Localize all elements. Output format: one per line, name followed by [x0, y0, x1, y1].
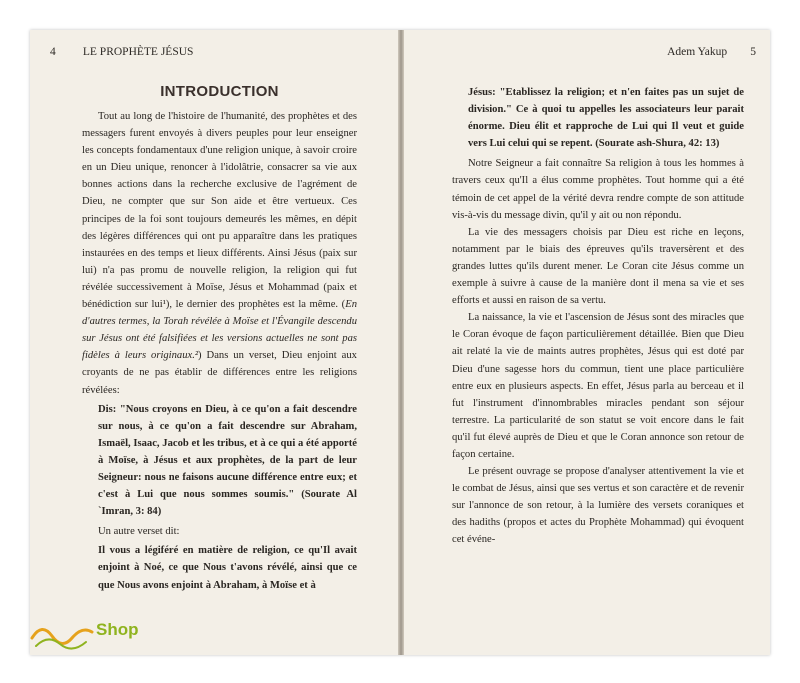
left-page-body [82, 108, 357, 597]
paragraph: Tout au long de l'histoire de l'humanité, des prophètes et des messagers furent envoyés à divers peuples pour leur enseigner les concepts fondamentaux d'une religion unique, à savoir croire en un Dieu unique, renoncer à l'idolâtrie, consacrer sa vie aux bonnes actions dans la recherche exclusive de l'agrément de Dieu, ne compter que sur Son aide et être vertueux. Ces principes de la foi sont toujours demeurés les mêmes, en dépit des légères différences qui ont pu apparaître dans les pratiques instaurées en des temps et lieux différents. Ainsi Jésus (paix sur lui) n'a pas promu de nouvelle religion, la religion qui fut révélée successivement à Moïse, Jésus et Mohammad (paix et bénédiction sur lui¹), le dernier des prophètes est la même. (En d'autres termes, la Torah révélée à Moïse et l'Évangile descendu sur Jésus ont été falsifiées et les versions actuelles ne sont pas fidèles à leurs originaux.²) Dans un verset, Dieu enjoint aux croyants de ne pas établir de différences entre les religions révélées: [82, 111, 357, 396]
right-running-title: Adem Yakup [667, 46, 728, 58]
chapter-heading: INTRODUCTION [160, 83, 279, 100]
right-page-body [452, 82, 744, 549]
paragraph-text: Tout au long de l'histoire de l'humanité, des prophètes et des messagers furent envoyés à divers peuples pour leur enseigner les concepts fondamentaux d'une religion unique, à savoir croire en un Dieu unique, renoncer à l'idolâtrie, consacrer sa vie aux bonnes actions dans la recherche exclusive de l'agrément de Dieu, ne compter que sur Son aide et être vertueux. Ces principes de la foi sont toujours demeurés les mêmes, en dépit des légères différences qui ont pu apparaître dans les pratiques instaurées en des temps et lieux différents. Ainsi Jésus (paix sur lui) n'a pas promu de nouvelle religion, la religion qui fut révélée successivement à Moïse, Jésus et Mohammad (paix et bénédiction sur lui¹), le dernier des prophètes est la même. [82, 111, 357, 311]
paragraph: Notre Seigneur a fait connaître Sa religion à tous les hommes à travers ceux qu'Il a élus comme prophètes. Tout homme qui a été témoin de cet appel de la vérité devra rendre compte de son attitude vis-à-vis du message divin, qu'il y ait ou non répondu. [452, 158, 744, 221]
paragraph: Un autre verset dit: [98, 526, 180, 538]
paragraph: La vie des messagers choisis par Dieu est riche en leçons, notamment par le biais des épreuves qu'ils traversèrent et des grandes luttes qu'ils durent mener. Le Coran cite Jésus comme un exemple à suivre à cause de la manière dont il mena sa vie et ses efforts et aussi en raison de sa vertu. [452, 226, 744, 307]
right-page-number: 5 [750, 46, 756, 58]
footnote-italic: En d'autres termes, la Torah révélée à Moïse et l'Évangile descendu sur Jésus ont été falsifiées et les versions actuelles ne sont pas fidèles à leurs originaux.² [82, 299, 357, 362]
shop-logo-text: Shop [96, 620, 139, 639]
quran-quote: Il vous a légiféré en matière de religion, ce qu'Il avait enjoint à Noé, ce que Nous t'avons révélé, ainsi que ce que Nous avons enjoint à Abraham, à Moïse et à [98, 545, 357, 591]
left-page-number: 4 [50, 46, 56, 58]
book-gutter [398, 30, 404, 655]
left-running-title: LE PROPHÈTE JÉSUS [82, 46, 194, 58]
quran-quote: Dis: "Nous croyons en Dieu, à ce qu'on a fait descendre sur nous, à ce qu'on a fait descendre sur Abraham, Ismaël, Isaac, Jacob et les tribus, et à ce qui a été apporté à Moïse, à Jésus et aux prophètes, de la part de leur Seigneur: nous ne faisons aucune différence entre eux; et c'est à Lui que nous sommes soumis." (Sourate Al `Imran, 3: 84) [98, 403, 357, 518]
paragraph: La naissance, la vie et l'ascension de Jésus sont des miracles que le Coran évoque de façon particulièrement détaillée. Bien que Dieu ait relaté la vie de maints autres prophètes, Jésus qui est doté par Dieu d'une sagesse hors du commun, tient une place particulière entre eux en plusieurs aspects. En effet, Jésus parla au berceau et il fut l'instrument d'innombrables miracles pendant son séjour terrestre. La particularité de son statut se voit encore dans le fait qu'il fut élevé auprès de Dieu et que le Coran annonce son retour de façon certaine. [452, 312, 744, 460]
paragraph: Le présent ouvrage se propose d'analyser attentivement la vie et le combat de Jésus, ainsi que ses vertus et son caractère et de revenir sur l'annonce de son retour, à la lumière des versets coraniques et des hadiths (propos et actes du Prophète Mohammad) qui évoquent cet événe- [452, 466, 744, 546]
paragraph-text: Dans un verset, Dieu enjoint aux croyants de ne pas établir de différences entre les religions révélées: [82, 350, 357, 396]
left-running-head [50, 46, 400, 58]
quran-quote: Jésus: "Etablissez la religion; et n'en faites pas un sujet de division." Ce à quoi tu appelles les associateurs leur parait énorme. Dieu élit et rapproche de Lui qui Il veut et guide vers Lui celui qui se repent. (Sourate ash-Shura, 42: 13) [468, 87, 744, 150]
right-running-head [560, 46, 756, 58]
